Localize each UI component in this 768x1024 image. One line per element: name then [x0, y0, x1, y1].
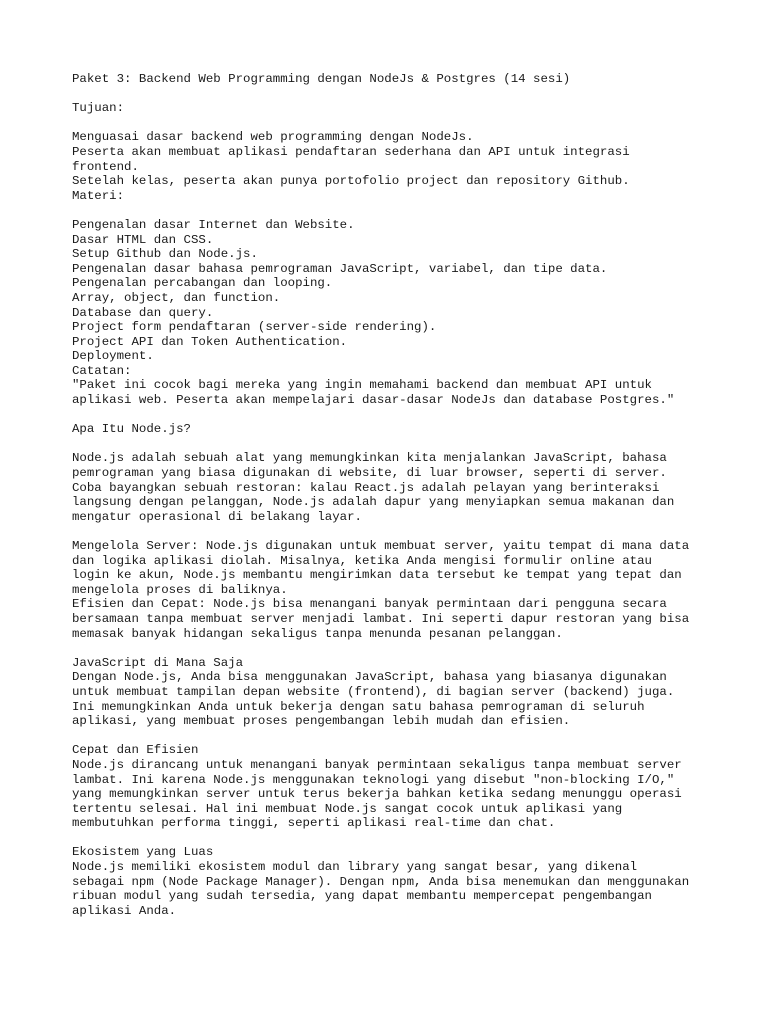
- text-line: Cepat dan Efisien: [72, 743, 199, 758]
- text-line: Dengan Node.js, Anda bisa menggunakan JavaScript, bahasa yang biasanya digunakan: [72, 670, 667, 685]
- blank-line: [72, 203, 712, 218]
- text-line: membutuhkan performa tinggi, seperti aplikasi real-time dan chat.: [72, 816, 556, 831]
- text-line: Database dan query.: [72, 305, 214, 320]
- text-line: Materi:: [72, 188, 125, 203]
- text-line: mengelola proses di baliknya.: [72, 582, 288, 597]
- document-page: [72, 72, 712, 918]
- text-line: Ekosistem yang Luas: [72, 845, 214, 860]
- blank-line: [72, 729, 712, 744]
- text-line: Deployment.: [72, 349, 154, 364]
- text-line: aplikasi, yang membuat proses pengembangan lebih mudah dan efisien.: [72, 714, 571, 729]
- text-line: memasak banyak hidangan sekaligus tanpa menunda pesanan pelanggan.: [72, 626, 563, 641]
- text-line: Pengenalan percabangan dan looping.: [72, 276, 333, 291]
- blank-line: [72, 408, 712, 423]
- text-line: frontend.: [72, 159, 139, 174]
- blank-line: [72, 641, 712, 656]
- text-line: Ini memungkinkan Anda untuk bekerja dengan satu bahasa pemrograman di seluruh: [72, 699, 645, 714]
- text-line: Node.js dirancang untuk menangani banyak permintaan sekaligus tanpa membuat server: [72, 757, 682, 772]
- text-line: ribuan modul yang sudah tersedia, yang dapat membantu mempercepat pengembangan: [72, 889, 652, 904]
- blank-line: [72, 87, 712, 102]
- text-line: Peserta akan membuat aplikasi pendaftaran sederhana dan API untuk integrasi: [72, 144, 630, 159]
- text-line: Pengenalan dasar Internet dan Website.: [72, 217, 355, 232]
- text-line: bersamaan tanpa membuat server menjadi lambat. Ini seperti dapur restoran yang bisa: [72, 611, 690, 626]
- text-line: JavaScript di Mana Saja: [72, 655, 244, 670]
- text-line: Mengelola Server: Node.js digunakan untuk membuat server, yaitu tempat di mana data: [72, 539, 690, 553]
- text-line: Project form pendaftaran (server-side rendering).: [72, 320, 437, 335]
- text-line: sebagai npm (Node Package Manager). Dengan npm, Anda bisa menemukan dan menggunakan: [72, 874, 690, 889]
- text-line: lambat. Ini karena Node.js menggunakan teknologi yang disebut "non-blocking I/O,": [72, 772, 675, 787]
- text-line: Coba bayangkan sebuah restoran: kalau React.js adalah pelayan yang berinteraksi: [72, 480, 660, 495]
- text-line: Catatan:: [72, 363, 132, 378]
- text-line: pemrograman yang biasa digunakan di website, di luar browser, seperti di server.: [72, 466, 667, 481]
- text-line: Dasar HTML dan CSS.: [72, 232, 214, 247]
- text-line: langsung dengan pelanggan, Node.js adalah dapur yang menyiapkan semua makanan dan: [72, 495, 675, 510]
- text-line: "Paket ini cocok bagi mereka yang ingin memahami backend dan membuat API untuk: [72, 378, 652, 393]
- text-line: untuk membuat tampilan depan website (frontend), di bagian server (backend) juga.: [72, 684, 675, 699]
- text-line: login ke akun, Node.js membantu mengirimkan data tersebut ke tempat yang tepat dan: [72, 568, 682, 583]
- text-line: Pengenalan dasar bahasa pemrograman JavaScript, variabel, dan tipe data.: [72, 261, 608, 276]
- blank-line: [72, 524, 712, 539]
- text-line: mengatur operasional di belakang layar.: [72, 509, 362, 524]
- text-line: tertentu selesai. Hal ini membuat Node.js sangat cocok untuk aplikasi yang: [72, 801, 623, 816]
- blank-line: [72, 831, 712, 846]
- text-line: Node.js adalah sebuah alat yang memungkinkan kita menjalankan JavaScript, bahasa: [72, 451, 667, 466]
- text-line: Paket 3: Backend Web Programming dengan NodeJs & Postgres (14 sesi): [72, 72, 571, 86]
- text-line: Tujuan:: [72, 101, 125, 116]
- text-line: Apa Itu Node.js?: [72, 422, 191, 437]
- text-line: Array, object, dan function.: [72, 290, 281, 305]
- blank-line: [72, 437, 712, 452]
- text-line: aplikasi web. Peserta akan mempelajari dasar-dasar NodeJs dan database Postgres.": [72, 393, 675, 408]
- text-line: Efisien dan Cepat: Node.js bisa menangani banyak permintaan dari pengguna secara: [72, 597, 667, 612]
- text-line: Menguasai dasar backend web programming dengan NodeJs.: [72, 130, 474, 145]
- blank-line: [72, 116, 712, 131]
- text-line: dan logika aplikasi diolah. Misalnya, ketika Anda mengisi formulir online atau: [72, 553, 652, 568]
- text-line: yang memungkinkan server untuk terus bekerja bahkan ketika sedang menunggu operasi: [72, 787, 682, 802]
- text-line: Setup Github dan Node.js.: [72, 247, 258, 262]
- text-line: Project API dan Token Authentication.: [72, 334, 348, 349]
- text-line: Node.js memiliki ekosistem modul dan library yang sangat besar, yang dikenal: [72, 860, 638, 875]
- text-line: aplikasi Anda.: [72, 903, 177, 918]
- text-line: Setelah kelas, peserta akan punya portofolio project dan repository Github.: [72, 174, 630, 189]
